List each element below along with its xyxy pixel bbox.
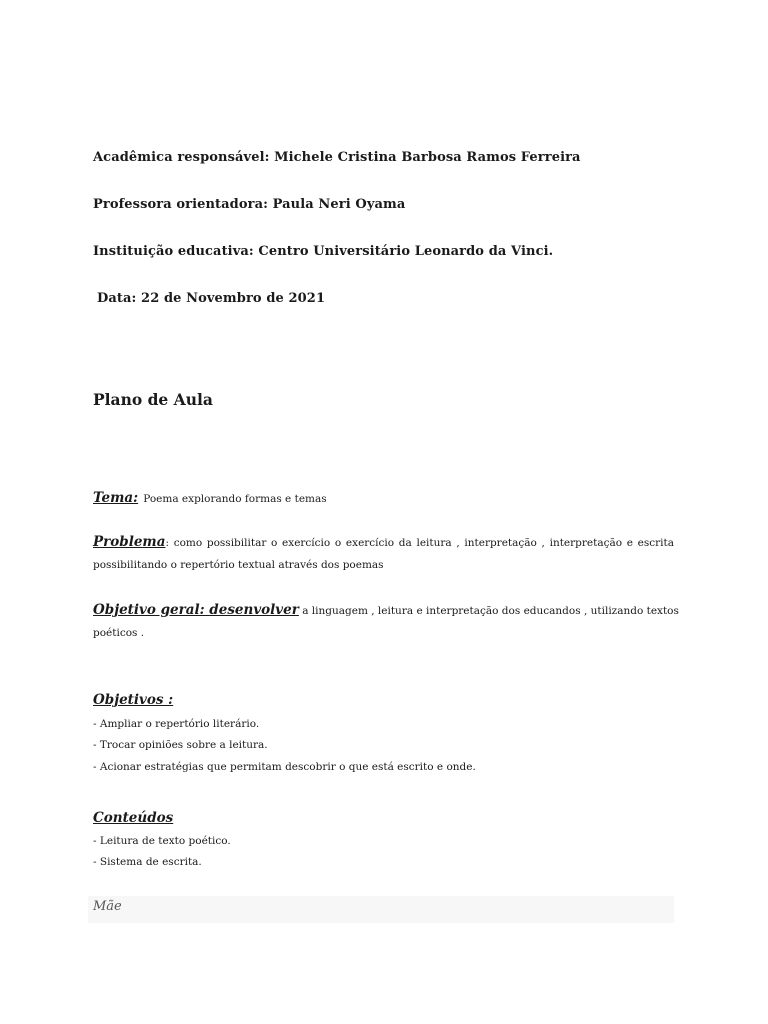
tema-label: Tema: [93,490,139,506]
objetivo-geral-line-1 [93,602,679,618]
objetivos-item-1: - Ampliar o repertório literário. [93,718,260,730]
academica-line: Acadêmica responsável: Michele Cristina Barbosa Ramos Ferreira [93,150,581,165]
footer-excerpt-box [88,896,674,923]
page-title: Plano de Aula [93,390,213,409]
conteudos-item-1: - Leitura de texto poético. [93,835,231,847]
conteudos-label: Conteúdos [93,810,174,826]
problema-text-2: possibilitando o repertório textual através dos poemas [93,559,384,571]
footer-excerpt-text: Mãe [93,899,122,914]
instituicao-line: Instituição educativa: Centro Universitário Leonardo da Vinci. [93,244,554,259]
objetivo-geral-text-1: a linguagem , leitura e interpretação dos educandos , utilizando textos [302,605,679,617]
objetivo-geral-label: Objetivo geral: desenvolver [93,602,299,618]
objetivos-item-2: - Trocar opiniões sobre a leitura. [93,739,268,751]
professora-line: Professora orientadora: Paula Neri Oyama [93,197,406,212]
objetivos-item-3: - Acionar estratégias que permitam descobrir o que está escrito e onde. [93,761,476,773]
objetivos-label: Objetivos : [93,692,174,708]
problema-text-1: : como possibilitar o exercício o exercício da leitura , interpretação , interpretação e escrita [165,537,674,549]
tema-text: Poema explorando formas e temas [143,493,327,505]
tema-row [93,487,327,506]
conteudos-item-2: - Sistema de escrita. [93,856,202,868]
objetivo-geral-text-2: poéticos . [93,627,145,639]
problema-label: Problema [93,534,166,550]
data-line: Data: 22 de Novembro de 2021 [97,291,326,306]
problema-line-1 [93,534,674,550]
